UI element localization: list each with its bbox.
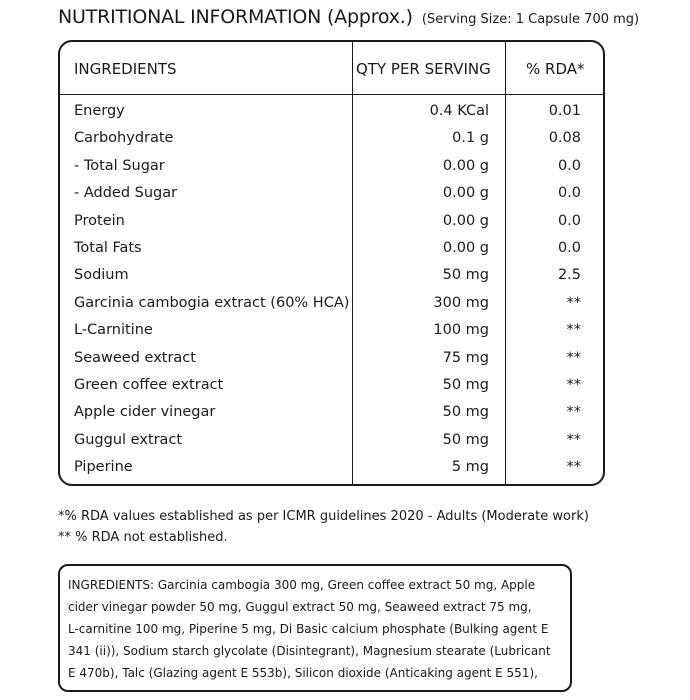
ingredient-rda: ** — [566, 459, 581, 476]
ingredient-name: Sodium — [74, 267, 129, 284]
ingredient-name: Seaweed extract — [74, 349, 196, 366]
table-row — [60, 127, 603, 154]
table-row — [60, 319, 603, 346]
table-row — [60, 237, 603, 264]
ingredient-rda: 0.01 — [548, 103, 581, 119]
ingredient-qty: 0.00 g — [442, 157, 489, 174]
ingredient-rda: 0.0 — [557, 212, 581, 229]
table-row — [60, 100, 603, 127]
ingredient-qty: 0.4 KCal — [429, 103, 489, 119]
ingredient-name: Apple cider vinegar — [74, 404, 216, 421]
ingredient-name: - Added Sugar — [74, 185, 178, 202]
ingredient-name: Total Fats — [74, 239, 142, 256]
ingredient-name: Energy — [74, 103, 125, 119]
ingredient-rda: ** — [566, 294, 581, 311]
table-row — [60, 347, 603, 374]
header-ingredients: INGREDIENTS — [74, 60, 177, 78]
table-body — [60, 100, 603, 483]
table-row — [60, 182, 603, 209]
ingredient-qty: 50 mg — [442, 404, 489, 421]
table-row — [60, 374, 603, 401]
ingredient-name: Guggul extract — [74, 431, 183, 448]
ingredients-line: L-carnitine 100 mg, Piperine 5 mg, Di Basic calcium phosphate (Bulking agent E — [68, 622, 549, 636]
ingredient-qty: 0.00 g — [442, 185, 489, 202]
ingredient-name: Garcinia cambogia extract (60% HCA) — [74, 294, 350, 311]
ingredient-name: L-Carnitine — [74, 322, 153, 339]
table-row — [60, 264, 603, 291]
ingredient-rda: ** — [566, 322, 581, 339]
ingredient-qty: 5 mg — [451, 459, 489, 476]
header-rda: % RDA* — [526, 60, 585, 78]
ingredient-qty: 0.00 g — [442, 212, 489, 229]
table-row — [60, 429, 603, 456]
ingredient-rda: 0.08 — [548, 130, 581, 147]
ingredient-rda: 0.0 — [557, 185, 581, 202]
footnote-not-established: ** % RDA not established. — [58, 530, 228, 545]
ingredient-name: Protein — [74, 212, 125, 229]
ingredient-rda: 0.0 — [557, 157, 581, 174]
ingredient-rda: ** — [566, 376, 581, 393]
title-main: NUTRITIONAL INFORMATION (Approx.) — [58, 6, 413, 28]
ingredient-name: - Total Sugar — [74, 157, 165, 174]
ingredients-line: 341 (ii)), Sodium starch glycolate (Disintegrant), Magnesium stearate (Lubricant — [68, 644, 551, 658]
ingredient-qty: 75 mg — [442, 349, 489, 366]
ingredient-qty: 50 mg — [442, 376, 489, 393]
ingredient-rda: 0.0 — [557, 239, 581, 256]
ingredient-name: Piperine — [74, 459, 133, 476]
header-qty-per-serving: QTY PER SERVING — [356, 60, 491, 78]
ingredient-qty: 0.1 g — [452, 130, 489, 147]
page-title — [58, 6, 639, 28]
ingredient-rda: ** — [566, 349, 581, 366]
ingredient-qty: 50 mg — [442, 267, 489, 284]
ingredient-qty: 50 mg — [442, 431, 489, 448]
ingredient-name: Carbohydrate — [74, 130, 174, 147]
table-row — [60, 401, 603, 428]
ingredients-line: INGREDIENTS: Garcinia cambogia 300 mg, Green coffee extract 50 mg, Apple — [68, 578, 536, 592]
table-row — [60, 155, 603, 182]
ingredients-line: cider vinegar powder 50 mg, Guggul extract 50 mg, Seaweed extract 75 mg, — [68, 600, 532, 614]
table-row — [60, 210, 603, 237]
ingredients-line: E 470b), Talc (Glazing agent E 553b), Silicon dioxide (Anticaking agent E 551), — [68, 666, 538, 680]
table-row — [60, 456, 603, 483]
header-divider — [60, 94, 603, 95]
title-serving-size: (Serving Size: 1 Capsule 700 mg) — [421, 12, 640, 27]
footnotes — [58, 506, 589, 548]
ingredient-rda: ** — [566, 404, 581, 421]
nutrition-table — [58, 40, 605, 486]
ingredients-box — [58, 564, 572, 692]
ingredient-rda: ** — [566, 431, 581, 448]
ingredient-qty: 300 mg — [433, 294, 489, 311]
ingredient-qty: 100 mg — [433, 322, 489, 339]
table-row — [60, 292, 603, 319]
ingredient-name: Green coffee extract — [74, 376, 224, 393]
footnote-rda: *% RDA values established as per ICMR guidelines 2020 - Adults (Moderate work) — [58, 509, 589, 524]
ingredient-rda: 2.5 — [557, 267, 581, 284]
ingredient-qty: 0.00 g — [442, 239, 489, 256]
